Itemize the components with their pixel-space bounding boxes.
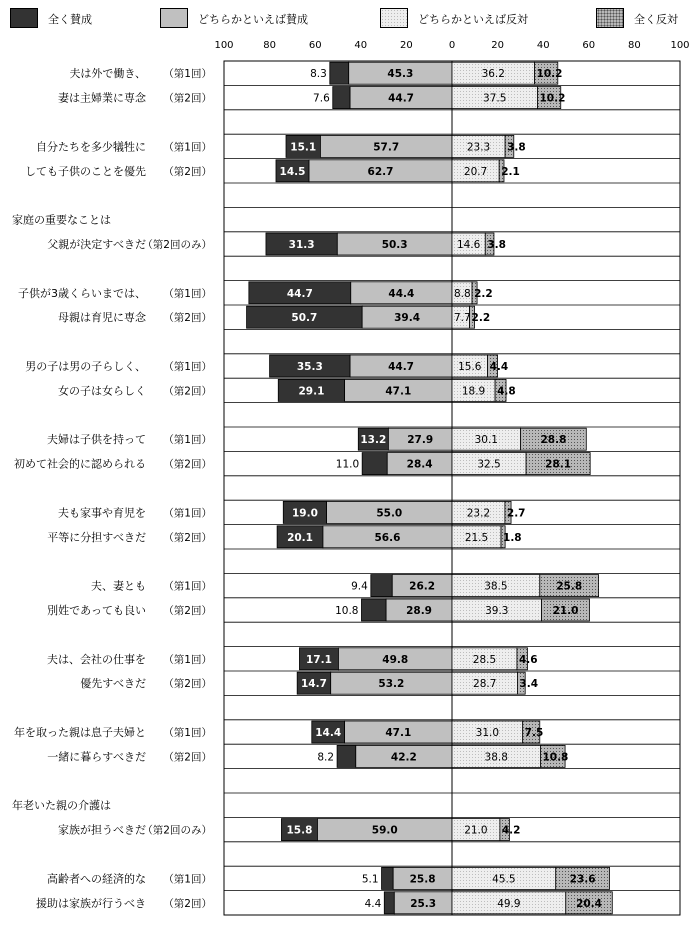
row-round-label: （第1回） xyxy=(163,873,212,886)
data-label: 55.0 xyxy=(376,507,403,520)
data-label: 44.4 xyxy=(388,287,415,300)
row-category-label: 家族が担うべきだ xyxy=(58,823,146,837)
data-label: 10.2 xyxy=(536,68,563,81)
data-label: 14.7 xyxy=(300,678,327,691)
legend-label-strongly-agree: 全く賛成 xyxy=(48,13,92,26)
data-label: 11.0 xyxy=(335,458,360,471)
data-label: 28.7 xyxy=(473,678,497,691)
data-label: 4.4 xyxy=(364,897,382,910)
data-label: 44.7 xyxy=(388,92,415,105)
data-label: 42.2 xyxy=(390,751,417,764)
data-label: 23.6 xyxy=(569,873,596,886)
row-category-label: 夫、妻とも xyxy=(91,579,146,593)
data-label: 44.7 xyxy=(388,361,415,373)
data-label: 28.9 xyxy=(406,605,433,617)
data-label: 3.8 xyxy=(507,141,526,154)
row-category-label: 高齢者への経済的な xyxy=(47,872,146,886)
data-label: 23.3 xyxy=(466,141,491,154)
data-label: 28.5 xyxy=(472,653,497,666)
data-label: 8.2 xyxy=(317,751,335,764)
row-round-label: （第1回） xyxy=(163,580,212,593)
data-label: 53.2 xyxy=(378,678,405,691)
row-category-label: 夫婦は子供を持って xyxy=(47,433,146,447)
data-label: 39.4 xyxy=(394,312,421,325)
data-label: 25.3 xyxy=(410,897,437,910)
axis-tick-label: 20 xyxy=(491,40,504,51)
bar-strongly-agree xyxy=(362,453,387,475)
data-label: 31.0 xyxy=(475,727,500,739)
data-label: 37.5 xyxy=(483,92,507,105)
bar-strongly-agree xyxy=(337,745,356,767)
row-round-label: （第2回） xyxy=(163,458,212,471)
row-round-label: （第2回） xyxy=(163,751,212,764)
data-label: 35.3 xyxy=(296,361,323,373)
data-label: 28.4 xyxy=(406,458,433,471)
row-round-label: （第2回） xyxy=(163,92,212,105)
data-label: 20.1 xyxy=(287,531,313,544)
data-label: 44.7 xyxy=(286,287,313,300)
bar-strongly-agree xyxy=(382,867,394,889)
data-label: 5.1 xyxy=(361,873,379,886)
bar-strongly-agree xyxy=(330,62,349,84)
data-label: 29.1 xyxy=(298,385,325,398)
group-title: 年老いた親の介護は xyxy=(12,799,111,813)
data-label: 47.1 xyxy=(385,385,412,398)
row-round-label: （第1回） xyxy=(163,653,212,666)
row-round-label: （第2回） xyxy=(163,312,212,325)
legend-label-strongly-disagree: 全く反対 xyxy=(634,13,678,26)
data-label: 14.6 xyxy=(456,239,481,251)
data-label: 28.8 xyxy=(540,434,567,447)
axis-tick-label: 40 xyxy=(536,40,550,51)
data-label: 50.7 xyxy=(291,312,318,325)
axis-tick-label: 0 xyxy=(448,40,456,51)
data-label: 49.8 xyxy=(382,653,409,666)
row-round-label: （第1回） xyxy=(163,507,212,520)
data-label: 18.9 xyxy=(461,385,486,398)
data-label: 2.2 xyxy=(471,312,491,325)
data-label: 7.6 xyxy=(313,92,330,105)
data-label: 7.7 xyxy=(454,312,471,325)
row-category-label: 援助は家族が行うべき xyxy=(36,896,146,910)
data-label: 62.7 xyxy=(367,165,394,178)
axis-tick-label: 100 xyxy=(670,40,690,51)
data-label: 19.0 xyxy=(291,507,318,520)
data-label: 9.4 xyxy=(351,580,368,593)
data-label: 4.8 xyxy=(497,385,516,398)
data-label: 8.3 xyxy=(310,68,327,81)
data-label: 20.4 xyxy=(576,897,602,910)
data-label: 49.9 xyxy=(497,897,521,910)
rows-layer xyxy=(12,62,612,914)
axis-tick-label: 60 xyxy=(582,40,596,51)
row-round-label: （第2回のみ） xyxy=(142,239,212,251)
bar-strongly-agree xyxy=(333,87,350,109)
data-label: 56.6 xyxy=(374,531,401,544)
row-category-label: 年を取った親は息子夫婦と xyxy=(14,726,146,739)
row-round-label: （第1回） xyxy=(163,141,212,154)
data-label: 2.1 xyxy=(501,165,520,178)
row-round-label: （第1回） xyxy=(163,287,212,300)
data-label: 10.2 xyxy=(539,92,566,105)
data-label: 17.1 xyxy=(306,653,332,666)
data-label: 30.1 xyxy=(474,434,499,447)
data-label: 28.1 xyxy=(545,458,572,471)
data-label: 3.4 xyxy=(519,678,539,691)
data-label: 36.2 xyxy=(481,68,505,81)
data-label: 38.5 xyxy=(484,580,508,593)
row-category-label: 母親は育児に専念 xyxy=(58,311,146,325)
legend-label-somewhat-agree: どちらかといえば賛成 xyxy=(198,13,308,26)
row-round-label: （第2回のみ） xyxy=(142,824,212,837)
data-label: 7.5 xyxy=(524,727,544,739)
data-label: 26.2 xyxy=(409,580,436,593)
row-category-label: 別姓であっても良い xyxy=(47,604,146,617)
row-round-label: （第2回） xyxy=(163,531,212,544)
bar-strongly-agree xyxy=(361,599,386,621)
row-category-label: 平等に分担すべきだ xyxy=(47,530,146,544)
data-label: 15.1 xyxy=(290,141,317,154)
data-label: 21.0 xyxy=(552,605,579,617)
data-label: 21.0 xyxy=(464,824,488,837)
row-category-label: 優先すべきだ xyxy=(80,677,146,691)
data-label: 4.4 xyxy=(489,361,509,373)
data-label: 47.1 xyxy=(385,727,412,739)
data-label: 14.4 xyxy=(315,727,342,739)
data-label: 45.5 xyxy=(492,873,516,886)
data-label: 2.2 xyxy=(474,287,493,300)
data-label: 59.0 xyxy=(371,824,398,837)
data-label: 14.5 xyxy=(279,165,306,178)
data-label: 32.5 xyxy=(477,458,501,471)
data-label: 39.3 xyxy=(485,605,509,617)
data-label: 21.5 xyxy=(464,531,489,544)
row-round-label: （第2回） xyxy=(163,165,212,178)
data-label: 31.3 xyxy=(288,239,315,251)
data-label: 27.9 xyxy=(407,434,434,447)
data-label: 3.8 xyxy=(487,239,506,251)
row-category-label: 男の子は男の子らしく、 xyxy=(25,360,146,373)
data-label: 45.3 xyxy=(387,68,414,81)
row-round-label: （第1回） xyxy=(163,361,212,373)
data-label: 23.2 xyxy=(466,507,491,520)
row-category-label: 妻は主婦業に専念 xyxy=(58,91,146,105)
row-round-label: （第2回） xyxy=(163,678,212,691)
row-category-label: 子供が3歳くらいまでは、 xyxy=(18,286,146,300)
axis-tick-label: 60 xyxy=(308,40,322,51)
axis-tick-label: 80 xyxy=(628,40,641,51)
row-category-label: 女の子は女らしく xyxy=(58,384,146,398)
data-label: 10.8 xyxy=(335,605,359,617)
row-category-label: 一緒に暮らすべきだ xyxy=(47,750,146,764)
data-label: 8.8 xyxy=(454,287,471,300)
axis-tick-label: 80 xyxy=(263,40,276,51)
row-round-label: （第1回） xyxy=(163,68,212,81)
row-round-label: （第1回） xyxy=(163,727,212,739)
axis-tick-label: 100 xyxy=(214,40,234,51)
group-title: 家庭の重要なことは xyxy=(12,213,111,227)
data-label: 10.8 xyxy=(542,751,569,764)
row-round-label: （第2回） xyxy=(163,897,212,910)
legend-label-somewhat-disagree: どちらかといえば反対 xyxy=(418,13,528,26)
row-category-label: 夫は、会社の仕事を xyxy=(47,652,146,666)
row-category-label: 夫は外で働き、 xyxy=(69,67,146,81)
row-category-label: 初めて社会的に認められる xyxy=(14,457,146,471)
data-label: 20.7 xyxy=(463,165,488,178)
data-label: 13.2 xyxy=(360,434,387,447)
axis-tick-label: 40 xyxy=(354,40,368,51)
data-label: 4.2 xyxy=(501,824,521,837)
data-label: 2.7 xyxy=(506,507,526,520)
row-category-label: 父親が決定すべきだ xyxy=(47,238,146,251)
axis-tick-label: 20 xyxy=(400,40,413,51)
row-round-label: （第2回） xyxy=(163,385,212,398)
data-label: 57.7 xyxy=(373,141,400,154)
row-category-label: 自分たちを多少犠牲に xyxy=(36,140,146,154)
row-round-label: （第2回） xyxy=(163,605,212,617)
data-label: 25.8 xyxy=(556,580,583,593)
data-label: 1.8 xyxy=(503,531,522,544)
data-label: 38.8 xyxy=(484,751,508,764)
data-label: 15.6 xyxy=(458,361,482,373)
row-category-label: しても子供のことを優先 xyxy=(25,164,146,178)
row-round-label: （第1回） xyxy=(163,434,212,447)
data-label: 4.6 xyxy=(518,653,538,666)
data-label: 50.3 xyxy=(381,239,408,251)
data-label: 15.8 xyxy=(286,824,313,837)
data-label: 25.8 xyxy=(409,873,436,886)
bar-strongly-agree xyxy=(371,575,392,597)
row-category-label: 夫も家事や育児を xyxy=(58,506,146,520)
bar-strongly-agree xyxy=(384,892,394,914)
